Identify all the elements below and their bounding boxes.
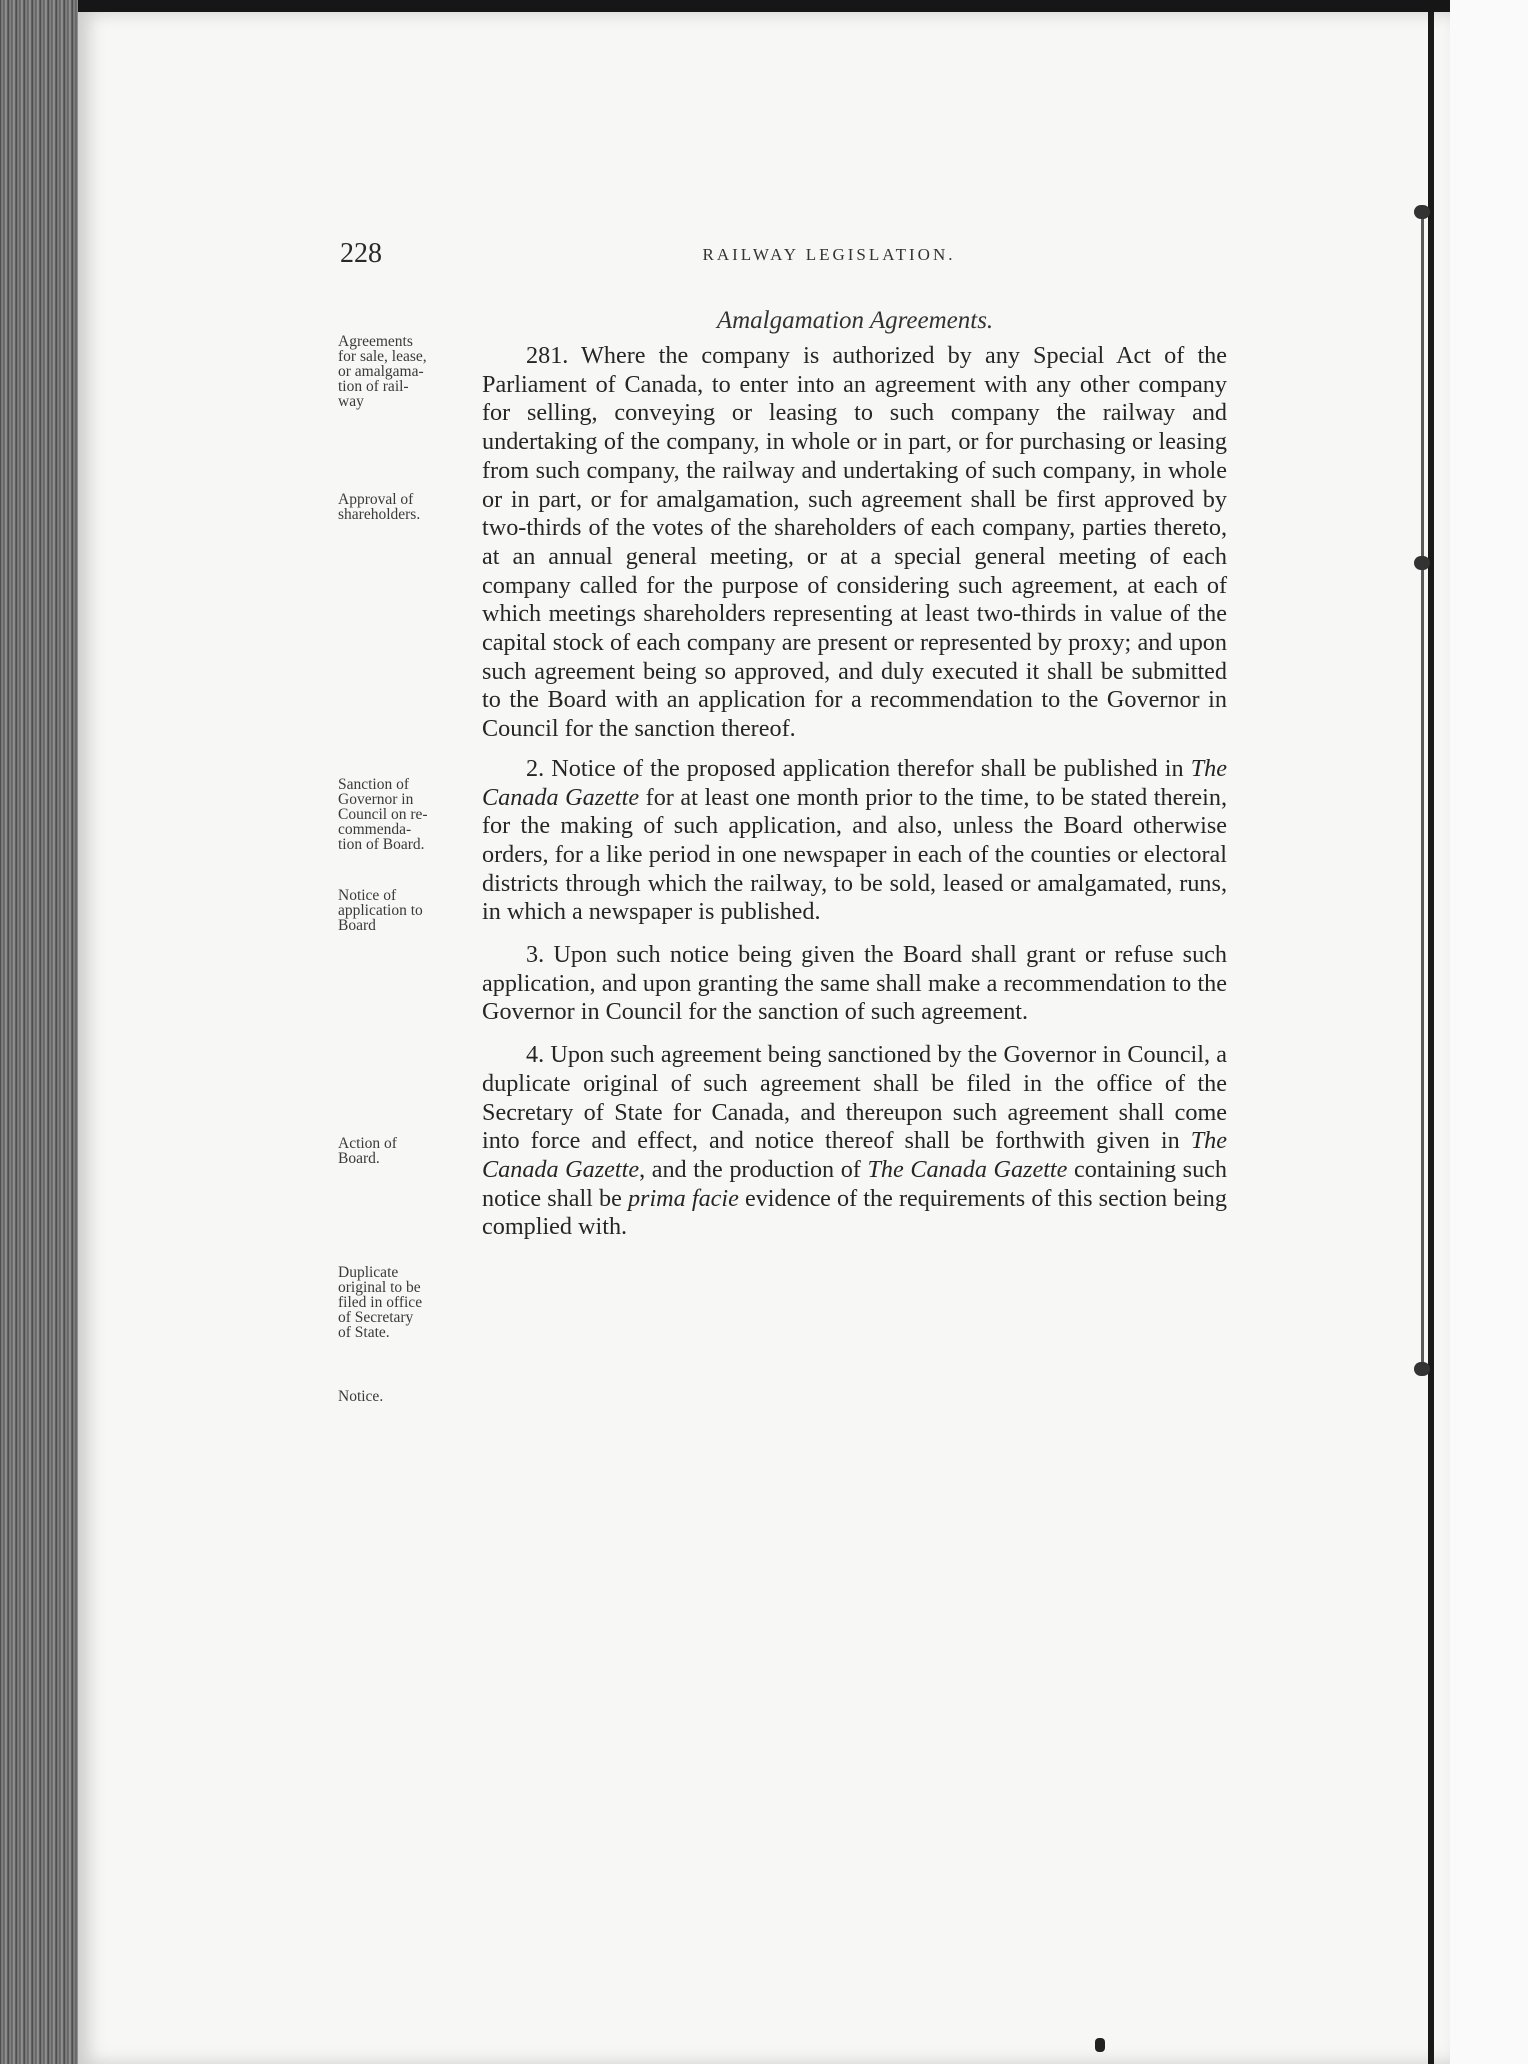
paragraph-2-text: for at least one month prior to the time, to be stated therein, for the making of such application, and also, unless the Board otherwise orders, for a like period in one newspaper in each of the counties or electoral districts through which the railway, to be sold, leased or amalgamated, runs, in which a newspaper is published.: [482, 783, 1227, 926]
paragraph-281: 281. Where the company is authorized by any Special Act of the Parliament of Canada, to enter into an agreement with any other company for selling, conveying or leasing to such company the railway and undertaking of the company, in whole or in part, or for purchasing or leasing from such company, the railway and undertaking of such company, in whole or in part, or for amalgamation, such agreement shall be first approved by two-thirds of the votes of the shareholders of each company, parties thereto, at an annual general meeting, or at a special general meeting of each company called for the purpose of considering such agreement, at each of which meetings shareholders representing at least two-thirds in value of the capital stock of each company are present or represented by proxy; and upon such agreement being so approved, and duly executed it shall be submitted to the Board with an application for a recommendation to the Governor in Council for the sanction thereof.: [482, 342, 1227, 743]
margin-note-notice-application: Notice of application to Board: [338, 887, 423, 934]
gazette-title: The Canada Gazette: [867, 1155, 1068, 1183]
latin-term: prima facie: [627, 1184, 739, 1212]
section-heading: Amalgamation Agreements.: [716, 307, 994, 334]
page-number: 228: [340, 238, 382, 269]
margin-note-sanction: Sanction of Governor in Council on re- commenda- tion of Board.: [338, 776, 428, 853]
scan-right-margin: [1450, 0, 1528, 2064]
margin-note-notice: Notice.: [338, 1388, 384, 1405]
paragraph-4-text: evidence of the requirements of this section being complied with.: [482, 1184, 1227, 1241]
book-spine-edge: [0, 0, 78, 2064]
margin-note-approval: Approval of shareholders.: [338, 491, 421, 523]
margin-note-duplicate-original: Duplicate original to be filed in office of Secretary of State.: [338, 1264, 423, 1341]
paragraph-2-text: 2. Notice of the proposed application therefor shall be published in: [526, 754, 1191, 782]
paragraph-4-text: , and the production of: [639, 1155, 868, 1183]
binding-cord: [1421, 215, 1424, 1375]
section-body: [482, 342, 1227, 1242]
gazette-title: The Canada Gazette: [482, 754, 1227, 811]
paragraph-2: [482, 755, 1227, 927]
margin-note-action-board: Action of Board.: [338, 1135, 397, 1167]
paragraph-4-text: 4. Upon such agreement being sanctioned by the Governor in Council, a duplicate original of such agreement shall be filed in the office of the Secretary of State for Canada, and thereupon such agreement shall come into force and effect, and notice thereof shall be forthwith given in: [482, 1041, 1227, 1155]
page-gutter-shadow: [1428, 12, 1434, 2064]
ink-spot: [1095, 2038, 1105, 2052]
binding-knot: [1414, 556, 1430, 570]
paragraph-4: [482, 1041, 1227, 1242]
running-title: RAILWAY LEGISLATION.: [702, 245, 956, 264]
paragraph-4-text: containing such notice shall be: [482, 1155, 1227, 1212]
binding-knot: [1414, 205, 1430, 219]
binding-knot: [1414, 1362, 1430, 1376]
margin-note-agreements: Agreements for sale, lease, or amalgama- tion of rail- way: [338, 333, 427, 410]
paragraph-3: 3. Upon such notice being given the Board shall grant or refuse such application, and upon granting the same shall make a recommendation to the Governor in Council for the sanction of such agreement.: [482, 941, 1227, 1026]
gazette-title: The Canada Gazette: [482, 1127, 1227, 1183]
